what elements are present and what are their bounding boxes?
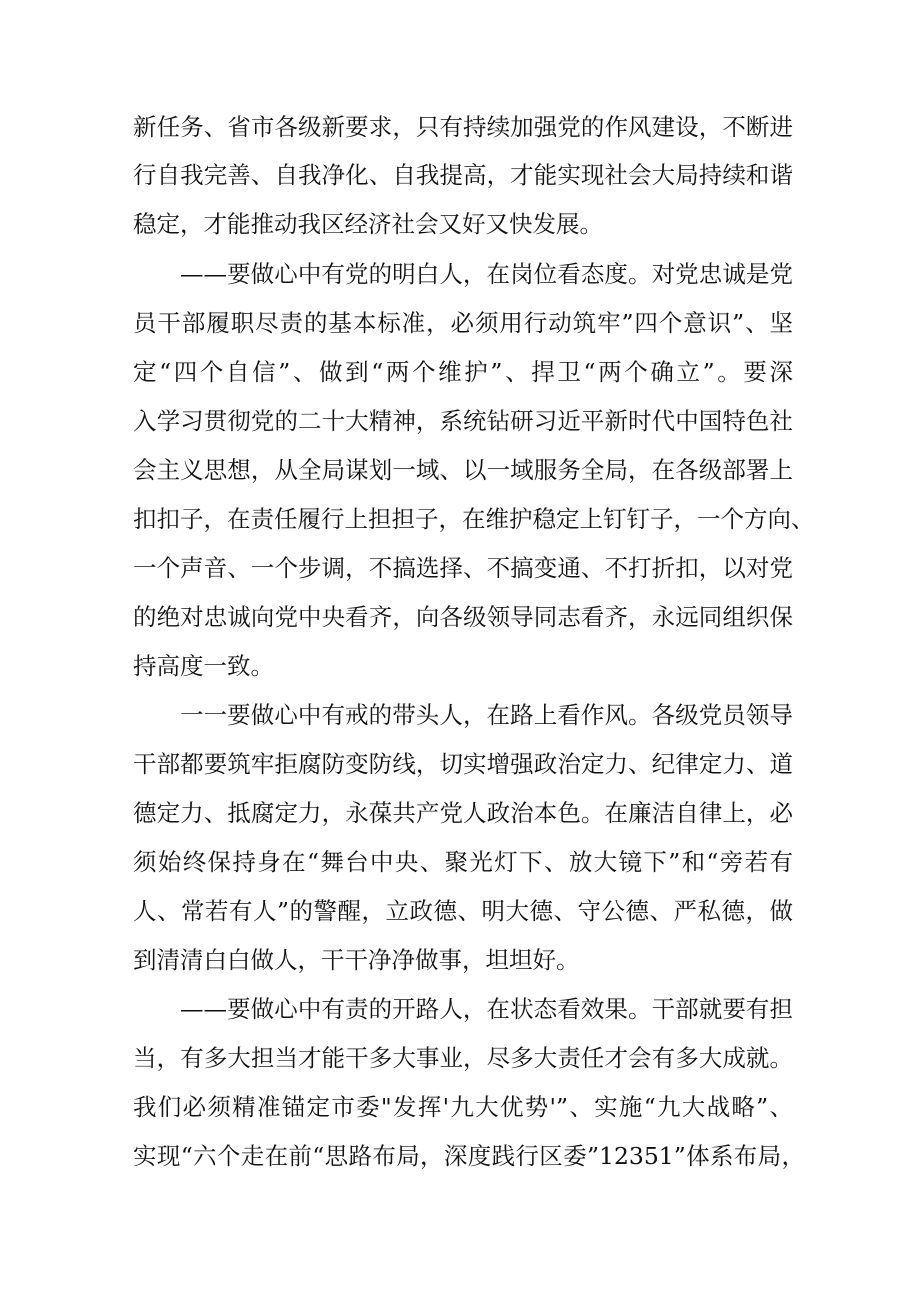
text-line: 扣扣子，在责任履行上担担子，在维护稳定上钉钉子，一个方向、 (133, 505, 815, 533)
text-line: 当，有多大担当才能干多大事业，尽多大责任才会有多大成就。 (133, 1044, 793, 1072)
text-line: 持高度一致。 (133, 652, 274, 680)
text-line: 须始终保持身在“舞台中央、聚光灯下、放大镜下”和“旁若有 (133, 848, 793, 876)
text-line: 入学习贯彻党的二十大精神，系统钻研习近平新时代中国特色社 (133, 407, 793, 435)
text-line: 的绝对忠诚向党中央看齐，向各级领导同志看齐，永远同组织保 (133, 603, 793, 631)
text-line: 到清清白白做人，干干净净做事，坦坦好。 (133, 946, 580, 974)
text-line: 实现“六个走在前“思路布局，深度践行区委”12351”体系布局， (133, 1142, 805, 1170)
text-line: 行自我完善、自我净化、自我提高，才能实现社会大局持续和谐 (133, 161, 793, 189)
text-line: 干部都要筑牢拒腐防变防线，切实增强政治定力、纪律定力、道 (133, 750, 793, 778)
text-line: 德定力、抵腐定力，永葆共产党人政治本色。在廉洁自律上，必 (133, 799, 793, 827)
text-line: 员干部履职尽责的基本标准，必须用行动筑牢”四个意识”、坚 (133, 309, 793, 337)
text-line: 新任务、省市各级新要求，只有持续加强党的作风建设，不断进 (133, 113, 793, 141)
text-line: 定“四个自信”、做到“两个维护”、捍卫“两个确立”。要深 (133, 358, 793, 386)
text-line: 人、常若有人”的警醒，立政德、明大德、守公德、严私德，做 (133, 897, 793, 925)
text-line: 会主义思想，从全局谋划一域、以一域服务全局，在各级部署上 (133, 456, 793, 484)
text-line: 我们必须精准锚定市委"发挥'九大优势'”、实施“九大战略”、 (133, 1093, 793, 1121)
text-line: 一一要做心中有戒的带头人，在路上看作风。各级党员领导 (180, 701, 793, 729)
text-line: 稳定，才能推动我区经济社会又好又快发展。 (133, 210, 603, 238)
text-line: 一个声音、一个步调，不搞选择、不搞变通、不打折扣，以对党 (133, 554, 793, 582)
text-line: ——要做心中有党的明白人，在岗位看态度。对党忠诚是党 (180, 260, 793, 288)
text-line: ——要做心中有责的开路人，在状态看效果。干部就要有担 (180, 995, 793, 1023)
